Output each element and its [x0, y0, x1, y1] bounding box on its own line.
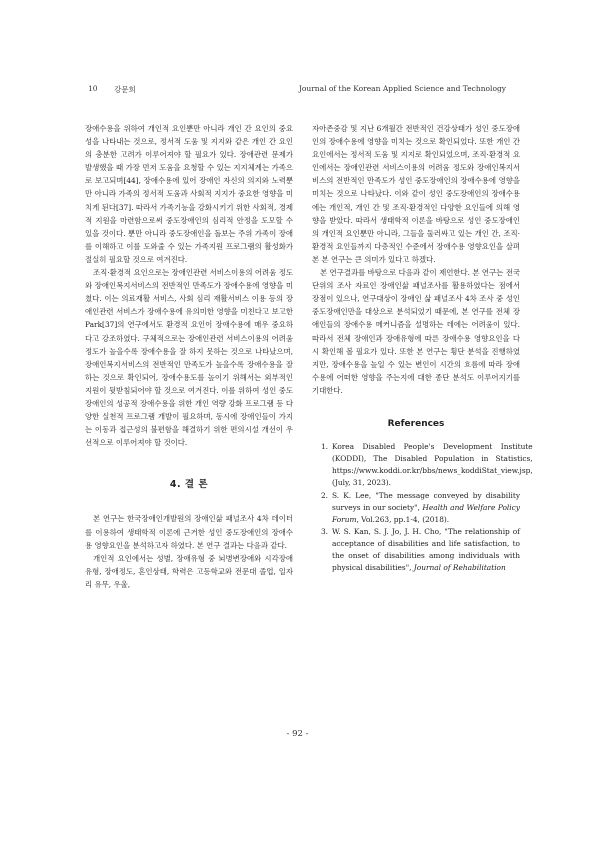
reference-number: 3. [320, 527, 328, 537]
reference-item [312, 490, 520, 526]
author-name: 강문희 [114, 85, 136, 94]
reference-list [312, 441, 533, 574]
paragraph: 본 연구는 한국장애인개발원의 장애인삶 패널조사 4차 데이터를 이용하여 생태학적 이론에 근거한 성인 중도장애인의 장애수용 영향요인을 분석하고자 하였다. 본 연구 결과는 다음과 같다. [85, 514, 293, 550]
paragraph: 장애수용을 위하여 개인적 요인뿐만 아니라 개인 간 요인의 중요성을 나타내는 것으로, 정서적 도움 및 지지와 같은 개인 간 요인의 충분한 고려가 이루어져야 할 필요가 있다. 장애관련 문제가 발생했을 때 가장 먼저 도움을 요청할 수 있는 지지체계는 가족으로 보고되며[44], 장애수용에 있어 장애인 자신의 의지와 노력뿐만 아니라 가족의 정서적 도움과 사회적 지지가 중요한 영향을 미치게 된다[37]. 따라서 가족기능을 강화시키기 위한 사회적, 경제적 지원을 마련함으로써 중도장애인의 심리적 안정을 도모할 수 있을 것이다. 뿐만 아니라 중도장애인을 돌보는 주위 가족이 장애를 이해하고 이를 도와줄 수 있는 가족지원 프로그램의 활성화가 절실히 필요할 것으로 여겨진다. [85, 124, 293, 264]
reference-text [332, 526, 520, 574]
paragraph: 자아존중감 및 지난 6개월간 전반적인 건강상태가 성인 중도장애인의 장애수용에 영향을 미치는 것으로 확인되었다. 또한 개인 간 요인에서는 정서적 도움 및 지지로 확인되었으며, 조직·환경적 요인에서는 장애인관련 서비스이용의 어려움 정도와 장애인복지서비스의 전반적인 만족도가 성인 중도장애인의 장애수용에 영향을 미치는 것으로 나타났다. 이와 같이 성인 중도장애인의 장애수용에는 개인적, 개인 간 및 조직·환경적인 다양한 요인들에 의해 영향을 받았다. 따라서 생태학적 이론을 바탕으로 성인 중도장애인의 개인적 요인뿐만 아니라, 그들을 둘러싸고 있는 개인 간, 조직·환경적 요인들까지 다층적인 수준에서 장애수용 영향요인을 살펴본 본 연구는 큰 의미가 있다고 하겠다. [312, 124, 520, 264]
left-column [85, 122, 293, 591]
running-header [88, 84, 506, 96]
reference-item [312, 441, 533, 489]
reference-item [312, 526, 520, 574]
page-footer: - 92 - [286, 729, 309, 739]
page-number: 10 [88, 84, 98, 93]
reference-details: , Vol.263, pp.1-4, (2018). [356, 514, 450, 524]
paragraph: 개인적 요인에서는 성별, 장애유형 중 뇌병변장애와 시각장애유형, 장애정도, 혼인상태, 학력은 고등학교와 전문대 졸업, 일자리 유무, 우울, [85, 553, 293, 589]
reference-journal: Health and Welfare Policy Forum [332, 502, 520, 524]
section-title: 4. 결 론 [169, 479, 209, 491]
reference-text [332, 490, 520, 526]
paragraph: 조직·환경적 요인으로는 장애인관련 서비스이용의 어려움 정도와 장애인복지서비스의 전반적인 만족도가 장애수용에 영향을 미쳤다. 이는 의료재활 서비스, 사회 심리 재활서비스 이용 등의 장애인관련 서비스가 장애수용에 유의미한 영향을 미친다고 보고한 Park[37]의 연구에서도 환경적 요인이 장애수용에 매우 중요하다고 강조하였다. 구체적으로는 장애인관련 서비스이용의 어려움 정도가 높을수록 장애수용을 잘 하지 못하는 것으로 나타났으며, 장애인복지서비스의 전반적인 만족도가 높을수록 장애수용을 잘 하는 것으로 확인되어, 장애수용도를 높이기 위해서는 외부적인 지원이 뒷받침되어야 할 것으로 여겨진다. 이를 위하여 성인 중도장애인의 성공적 장애수용을 위한 개인 역량 강화 프로그램 등 다양한 실천적 프로그램 개발이 필요하며, 동시에 장애인들이 가지는 이동과 접근성의 불편함을 해결하기 위한 편의시설 개선이 우선적으로 이루어져야 할 것이다. [85, 268, 293, 448]
paragraph: 본 연구결과를 바탕으로 다음과 같이 제언한다. 본 연구는 전국 단위의 조사 자료인 장애인삶 패널조사를 활용하였다는 점에서 장점이 있으나, 연구대상이 장애인 삶 패널조사 4차 조사 중 성인 중도장애인만을 대상으로 분석되었기 때문에, 본 연구를 전체 장애인들의 장애수용 메커니즘을 설명하는 데에는 어려움이 있다. 따라서 전체 장애인과 장애유형에 따른 장애수용 영향요인을 다시 확인해 볼 필요가 있다. 또한 본 연구는 횡단 분석을 진행하였지만, 장애수용을 높일 수 있는 변인이 시간의 흐름에 따라 장애수용에 어떠한 영향을 주는지에 대한 종단 분석도 이루어지기를 기대한다. [312, 268, 520, 395]
references-title: References [387, 418, 445, 429]
reference-number: 1. [320, 442, 328, 452]
reference-authors-title: W. S. Kan, S. J. Jo, J. H. Cho, "The relationship of acceptance of disabilities and life satisfaction, to the onset of disabilities among individuals with physical disabilities", [332, 527, 520, 573]
right-column [312, 122, 533, 575]
reference-text: Korea Disabled People's Development Institute (KODDI), The Disabled Population in Statistics, https://www.koddi.or.kr/bbs/news_koddiStat_view.jsp, (July, 31, 2023). [332, 442, 533, 487]
journal-name: Journal of the Korean Applied Science and Technology [298, 84, 506, 93]
reference-number: 2. [320, 490, 328, 500]
reference-authors-title: S. K. Lee, "The message conveyed by disability surveys in our society", [332, 490, 520, 512]
reference-journal: Journal of Rehabilitation [413, 563, 506, 573]
